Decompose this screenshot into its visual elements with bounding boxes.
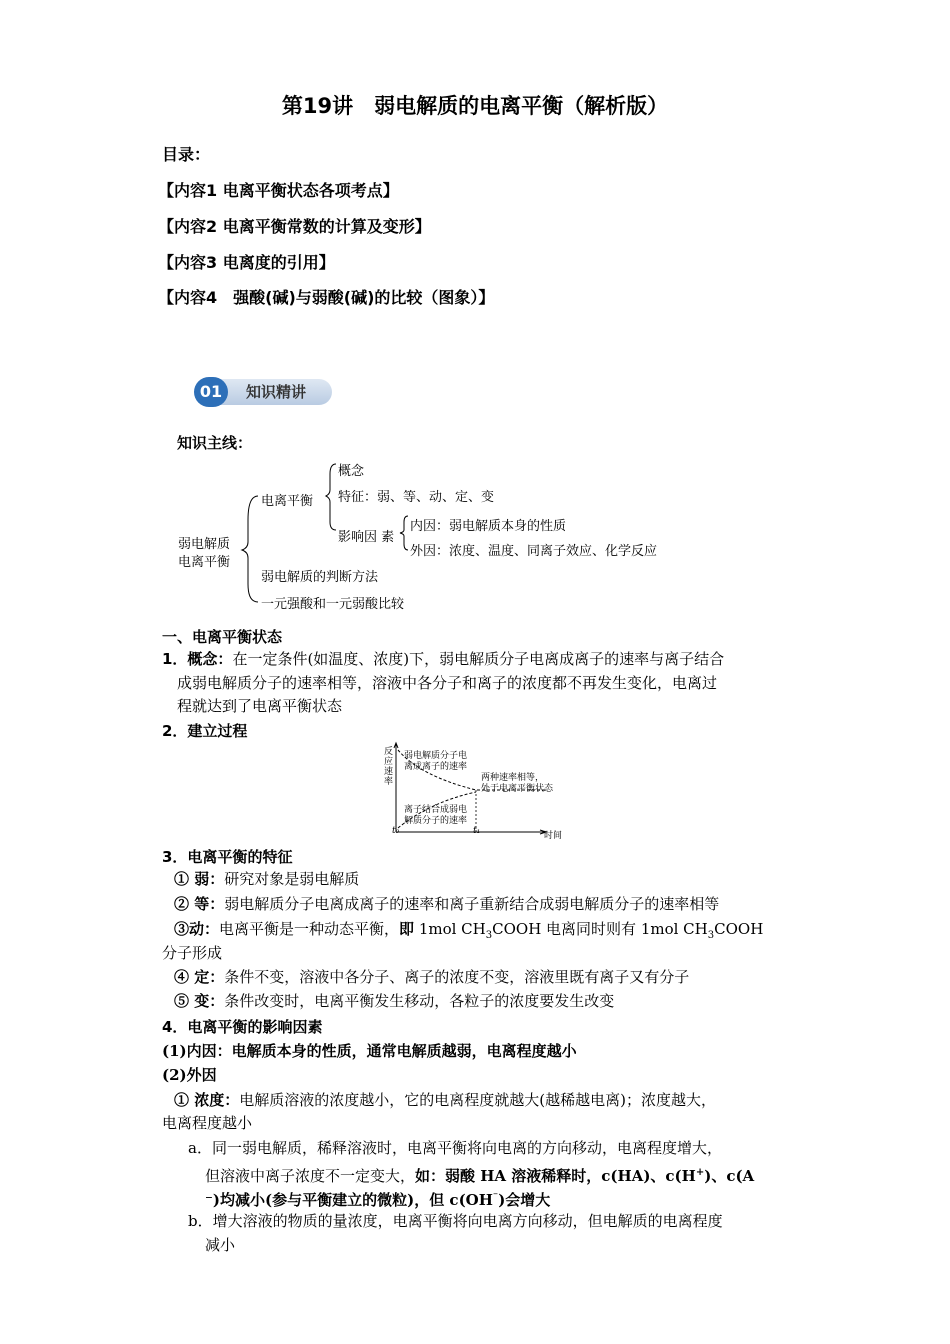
mindmap-heading: 知识主线： xyxy=(177,434,253,452)
toc-item-4[interactable]: 【内容4 强酸(碱)与弱酸(碱)的比较（图象）】 xyxy=(158,288,495,307)
s4-concentration-label: ① 浓度： xyxy=(174,1091,240,1109)
s4-outer: (2)外因 xyxy=(162,1066,217,1084)
mindmap-root-1: 弱电解质 xyxy=(178,537,231,552)
s1-p1-line3: 程就达到了电离平衡状态 xyxy=(177,697,343,715)
banner-label: 知识精讲 xyxy=(220,379,332,405)
s3-item-3-text-b: 1mol CH xyxy=(414,920,486,938)
s3-item-5-label: ⑤ 变： xyxy=(174,992,225,1010)
s3-item-4-text: 条件不变，溶液中各分子、离子的浓度不变，溶液里既有离子又有分子 xyxy=(224,968,690,986)
page-title: 第19讲 弱电解质的电离平衡（解析版） xyxy=(281,94,669,118)
graph-ylabel-3: 速 xyxy=(384,767,394,777)
s4-concentration-text-1: 电解质溶液的浓度越小，它的电离程度就越大(越稀越电离)；浓度越大， xyxy=(239,1091,716,1109)
s3-item-3-sub-2: 3 xyxy=(707,930,715,941)
s4-a-line-2 xyxy=(205,1161,797,1188)
s3-item-2 xyxy=(174,893,794,916)
mindmap-internal: 内因：弱电解质本身的性质 xyxy=(410,519,567,534)
s4-heading: 4．电离平衡的影响因素 xyxy=(162,1018,323,1036)
graph-mid-1: 两种速率相等， xyxy=(481,773,545,783)
toc-item-3[interactable]: 【内容3 电离度的引用】 xyxy=(158,253,335,272)
s3-item-3-label: ③动： xyxy=(174,920,220,938)
s4-concentration xyxy=(174,1089,794,1112)
graph-mid-2: 处于电离平衡状态 xyxy=(481,784,554,794)
s4-a-sup-2: ⁻ xyxy=(492,1191,499,1202)
s4-inner: (1)内因：电解质本身的性质，通常电解质越弱，电离程度越小 xyxy=(162,1042,577,1060)
s3-item-4-label: ④ 定： xyxy=(174,968,225,986)
s1-p1-label: 1．概念： xyxy=(162,650,233,668)
s3-item-3-text-c: COOH 电离同时则有 1mol CH xyxy=(492,920,708,938)
s3-item-1-text: 研究对象是弱电解质 xyxy=(224,870,360,888)
graph-upper-1: 弱电解质分子电 xyxy=(404,751,468,761)
mindmap-external: 外因：浓度、温度、同离子效应、化学反应 xyxy=(410,544,658,559)
s4-a-line-2-bold: 如：弱酸 HA 溶液稀释时，c(HA)、c(H xyxy=(415,1167,696,1185)
mindmap-branch-3: 一元强酸和一元弱酸比较 xyxy=(261,597,405,612)
s3-item-3-sub-1: 3 xyxy=(485,930,493,941)
s1-p1-text1: 在一定条件(如温度、浓度)下，弱电解质分子电离成离子的速率与离子结合 xyxy=(232,650,725,668)
mindmap-branch-1: 电离平衡 xyxy=(261,494,314,509)
s4-a-line-2-bold-2: )、c(A xyxy=(704,1167,755,1185)
toc-item-2[interactable]: 【内容2 电离平衡常数的计算及变形】 xyxy=(158,217,431,236)
s4-b-line-1: b．增大溶液的物质的量浓度，电离平衡将向电离方向移动，但电解质的电离程度 xyxy=(188,1212,723,1230)
s4-a-line-3 xyxy=(205,1185,797,1212)
section-banner xyxy=(194,374,344,410)
graph-ylabel-1: 反 xyxy=(384,747,394,757)
s3-heading: 3．电离平衡的特征 xyxy=(162,848,293,866)
s3-item-5-text: 条件改变时，电离平衡发生移动，各粒子的浓度要发生改变 xyxy=(224,992,615,1010)
s1-p1-line2: 成弱电解质分子的速率相等，溶液中各分子和离子的浓度都不再发生变化，电离过 xyxy=(177,674,718,692)
s4-a-line-3-a: ⁻)均减小(参与平衡建立的微粒)，但 c(OH xyxy=(205,1191,493,1209)
mindmap-factors: 影响因 素 xyxy=(338,530,395,545)
toc-item-1[interactable]: 【内容1 电离平衡状态各项考点】 xyxy=(158,181,399,200)
s3-item-1 xyxy=(174,868,804,891)
banner-number: 01 xyxy=(194,377,228,407)
graph-t0: t₀ xyxy=(392,826,400,836)
s3-item-2-label: ② 等： xyxy=(174,895,225,913)
graph-upper-2: 离成离子的速率 xyxy=(404,762,468,772)
graph-xlabel: 时间 xyxy=(544,831,563,841)
mindmap-branch-2: 弱电解质的判断方法 xyxy=(261,570,379,585)
s3-item-5 xyxy=(174,990,804,1013)
mindmap-concept: 概念 xyxy=(338,464,365,479)
toc-heading: 目录： xyxy=(162,145,211,164)
s3-item-4 xyxy=(174,966,804,989)
graph-lower-1: 离子结合成弱电 xyxy=(404,805,468,815)
graph-lower-2: 解质分子的速率 xyxy=(404,816,468,826)
graph-ylabel-4: 率 xyxy=(384,777,394,787)
s4-b-line-2: 减小 xyxy=(205,1236,236,1254)
s4-a-line-3-b: )会增大 xyxy=(498,1191,551,1209)
s1-p2-heading: 2．建立过程 xyxy=(162,722,248,740)
s4-a-line-2-text: 但溶液中离子浓度不一定变大， xyxy=(205,1167,416,1185)
s4-a-line-1: a．同一弱电解质，稀释溶液时，电离平衡将向电离的方向移动，电离程度增大， xyxy=(188,1139,722,1157)
s3-item-2-text: 弱电解质分子电离成离子的速率和离子重新结合成弱电解质分子的速率相等 xyxy=(224,895,720,913)
s4-concentration-line-2: 电离程度越小 xyxy=(162,1114,253,1132)
mindmap-feature: 特征：弱、等、动、定、变 xyxy=(338,490,495,505)
s1-p1 xyxy=(162,648,792,671)
mindmap-root-2: 电离平衡 xyxy=(178,555,231,570)
s3-item-1-label: ① 弱： xyxy=(174,870,225,888)
rate-graph xyxy=(380,740,570,840)
s3-item-3-bold: 即 xyxy=(399,920,415,938)
graph-t1: t₁ xyxy=(473,826,481,836)
s3-item-3-text-a: 电离平衡是一种动态平衡， xyxy=(219,920,400,938)
s1-heading: 一、电离平衡状态 xyxy=(162,628,283,646)
graph-ylabel-2: 应 xyxy=(384,757,394,767)
s3-item-3-text-d: COOH xyxy=(714,920,764,938)
s4-a-sup-1: + xyxy=(695,1167,705,1178)
s3-item-3-line-2: 分子形成 xyxy=(162,944,223,962)
